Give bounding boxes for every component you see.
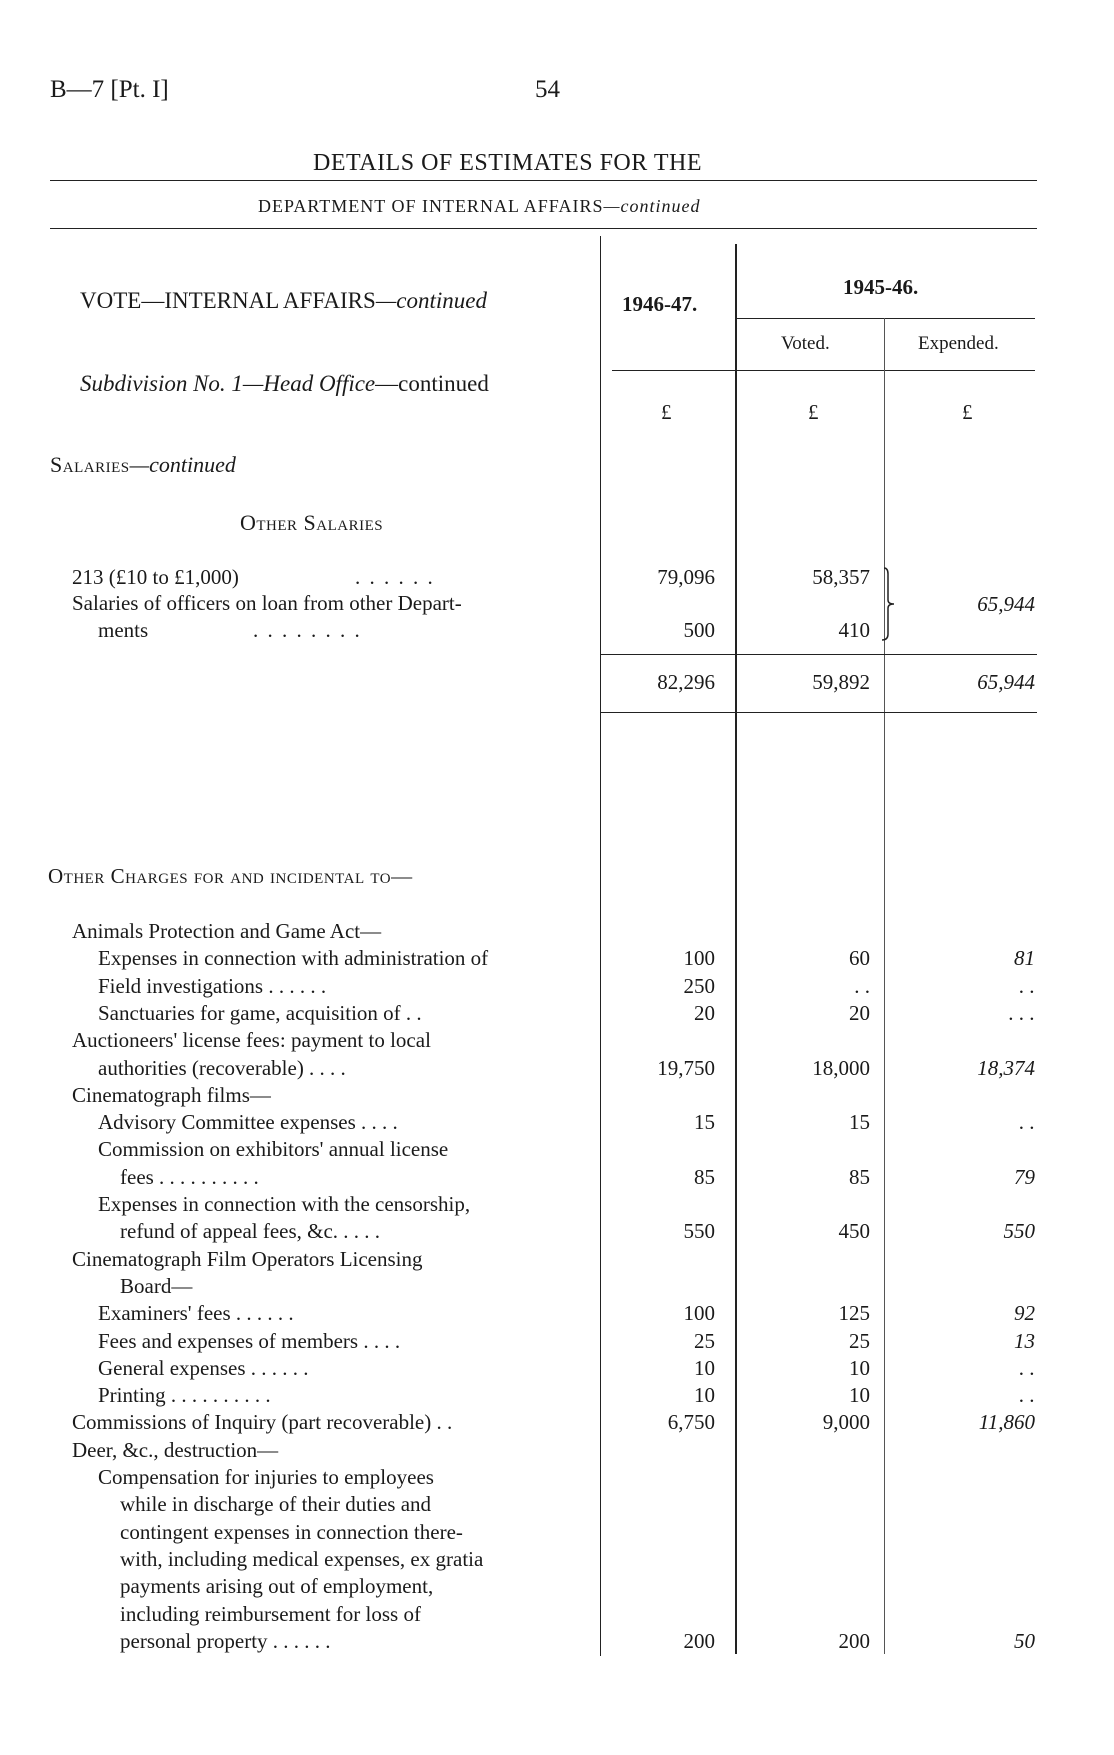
currency-expended: £: [962, 400, 973, 424]
charge-row-est: 100: [683, 1301, 715, 1326]
charge-row-voted: 18,000: [812, 1055, 870, 1080]
charge-row-voted: . .: [854, 973, 870, 998]
page-title: DETAILS OF ESTIMATES FOR THE: [313, 150, 702, 176]
charge-row-text: while in discharge of their duties and: [120, 1492, 432, 1517]
charge-row-voted: 450: [838, 1219, 870, 1244]
charge-row-voted: 10: [849, 1355, 870, 1380]
salary-total-voted: 59,892: [812, 670, 870, 694]
charge-row-expended: 18,374: [977, 1055, 1035, 1080]
page-subtitle: [258, 196, 700, 217]
charge-row-est: 6,750: [667, 1410, 715, 1435]
charge-row-voted: 9,000: [822, 1410, 870, 1435]
charge-row-est: 20: [694, 1000, 715, 1025]
col-rule-1: [600, 236, 601, 1656]
rule-salary-total-bottom: [600, 712, 1037, 713]
charge-row-est: 10: [694, 1383, 715, 1408]
charge-row-voted: 15: [849, 1110, 870, 1135]
vote-title-cont: —continued: [375, 288, 487, 313]
charge-row-est: 550: [683, 1219, 715, 1244]
salary-row-est: 79,096: [657, 565, 715, 589]
charge-row-text: Cinematograph films—: [72, 1082, 271, 1107]
currency-est: £: [661, 400, 672, 424]
salary-bracket-expended: 65,944: [977, 592, 1035, 616]
charge-row-text: Cinematograph Film Operators Licensing: [72, 1246, 423, 1271]
subdivision-title: [80, 371, 489, 397]
other-salaries-heading: Other Salaries: [240, 510, 384, 535]
charge-row-text: payments arising out of employment,: [120, 1574, 434, 1599]
subtitle-cont: —continued: [603, 196, 701, 216]
charge-row-text: Examiners' fees . . . . . .: [98, 1301, 294, 1326]
charge-row-est: 85: [694, 1164, 715, 1189]
charge-row-expended: 79: [1014, 1164, 1035, 1189]
charge-row-est: 200: [683, 1628, 715, 1653]
subtitle-main: DEPARTMENT OF INTERNAL AFFAIRS: [258, 196, 604, 216]
currency-voted: £: [808, 400, 819, 424]
charge-row-est: 250: [683, 973, 715, 998]
charge-row-est: 100: [683, 946, 715, 971]
col-header-voted: Voted.: [781, 333, 830, 354]
charge-row-est: 19,750: [657, 1055, 715, 1080]
charge-row-text: Sanctuaries for game, acquisition of . .: [98, 1000, 422, 1025]
charge-row-text: Fees and expenses of members . . . .: [98, 1328, 401, 1353]
charge-row-expended: 81: [1014, 946, 1035, 971]
charge-row-expended: 11,860: [978, 1410, 1035, 1435]
charge-row-voted: 200: [838, 1628, 870, 1653]
salaries-heading: [50, 452, 236, 478]
charge-row-est: 15: [694, 1110, 715, 1135]
charge-row-est: 25: [694, 1328, 715, 1353]
rule-head-bottom: [612, 370, 1035, 371]
col-header-year2: 1945-46.: [843, 275, 919, 299]
salary-total-expended: 65,944: [977, 670, 1035, 694]
rule-salary-total-top: [600, 654, 1037, 655]
salary-row-est: 500: [683, 618, 715, 642]
charge-row-voted: 85: [849, 1164, 870, 1189]
rule-year2: [735, 318, 1035, 319]
charge-row-text: with, including medical expenses, ex gratia: [120, 1546, 484, 1571]
charge-row-expended: 550: [1003, 1219, 1035, 1244]
charge-row-text: Expenses in connection with administration of: [98, 946, 489, 971]
charge-row-voted: 60: [849, 946, 870, 971]
charge-row-expended: . .: [1019, 1110, 1035, 1135]
charge-row-text: authorities (recoverable) . . . .: [98, 1055, 346, 1080]
charge-row-text: Commissions of Inquiry (part recoverable) . .: [72, 1410, 453, 1435]
page-ref: B—7 [Pt. I]: [50, 76, 169, 103]
charge-row-text: Commission on exhibitors' annual license: [98, 1137, 449, 1162]
charge-row-text: Printing . . . . . . . . . .: [98, 1383, 271, 1408]
charge-row-text: personal property . . . . . .: [120, 1628, 331, 1653]
charge-row-expended: . .: [1019, 973, 1035, 998]
charge-row-text: Board—: [120, 1273, 193, 1298]
rule-top-1: [50, 180, 1037, 181]
charge-row-text: Animals Protection and Game Act—: [72, 919, 382, 943]
salaries-heading-cont: —continued: [129, 452, 236, 477]
charge-row-expended: 13: [1014, 1328, 1035, 1353]
charge-row-text: Compensation for injuries to employees: [98, 1465, 434, 1489]
salary-row-text: ments: [98, 618, 149, 642]
col-header-expended: Expended.: [918, 333, 999, 354]
charge-row-voted: 20: [849, 1000, 870, 1025]
charge-row-est: 10: [694, 1355, 715, 1380]
charge-row-text: Expenses in connection with the censorship,: [98, 1192, 471, 1216]
charge-row-text: Auctioneers' license fees: payment to local: [72, 1028, 431, 1053]
salary-row-dots: . . . . . .: [355, 565, 435, 589]
charge-row-expended: . .: [1019, 1355, 1035, 1380]
vote-title: [80, 288, 487, 314]
salaries-heading-main: Salaries: [50, 452, 130, 477]
charge-row-text: Advisory Committee expenses . . . .: [98, 1110, 398, 1135]
salary-row-voted: 410: [838, 618, 870, 642]
subdivision-main: Subdivision No. 1—Head Office: [80, 371, 376, 396]
charge-row-voted: 125: [838, 1301, 870, 1326]
charge-row-text: General expenses . . . . . .: [98, 1355, 309, 1380]
vote-title-main: VOTE—INTERNAL AFFAIRS: [80, 288, 376, 313]
rule-top-2: [50, 228, 1037, 229]
charge-row-voted: 25: [849, 1328, 870, 1353]
other-charges-heading: Other Charges for and incidental to—: [48, 864, 413, 888]
charge-row-text: including reimbursement for loss of: [120, 1601, 421, 1626]
charge-row-expended: . . .: [1008, 1000, 1035, 1025]
salary-row-dots: . . . . . . . .: [253, 618, 362, 642]
salary-row-text: Salaries of officers on loan from other Depart-: [72, 591, 462, 615]
charge-row-text: refund of appeal fees, &c. . . . .: [120, 1219, 381, 1244]
col-rule-3: [884, 318, 885, 1654]
page-number: 54: [535, 76, 560, 103]
charge-row-expended: 50: [1014, 1628, 1035, 1653]
charge-row-voted: 10: [849, 1383, 870, 1408]
salary-total-est: 82,296: [657, 670, 715, 694]
charge-row-text: Field investigations . . . . . .: [98, 973, 327, 998]
salary-row-text: 213 (£10 to £1,000): [72, 565, 239, 589]
charge-row-text: fees . . . . . . . . . .: [120, 1164, 259, 1189]
charge-row-text: Deer, &c., destruction—: [72, 1437, 279, 1462]
salary-row-voted: 58,357: [812, 565, 870, 589]
charge-row-expended: . .: [1019, 1383, 1035, 1408]
col-header-year1: 1946-47.: [622, 292, 698, 316]
charge-row-expended: 92: [1014, 1301, 1035, 1326]
subdivision-cont: —continued: [375, 371, 489, 396]
col-rule-2: [735, 244, 737, 1654]
charge-row-text: contingent expenses in connection there-: [120, 1519, 463, 1544]
